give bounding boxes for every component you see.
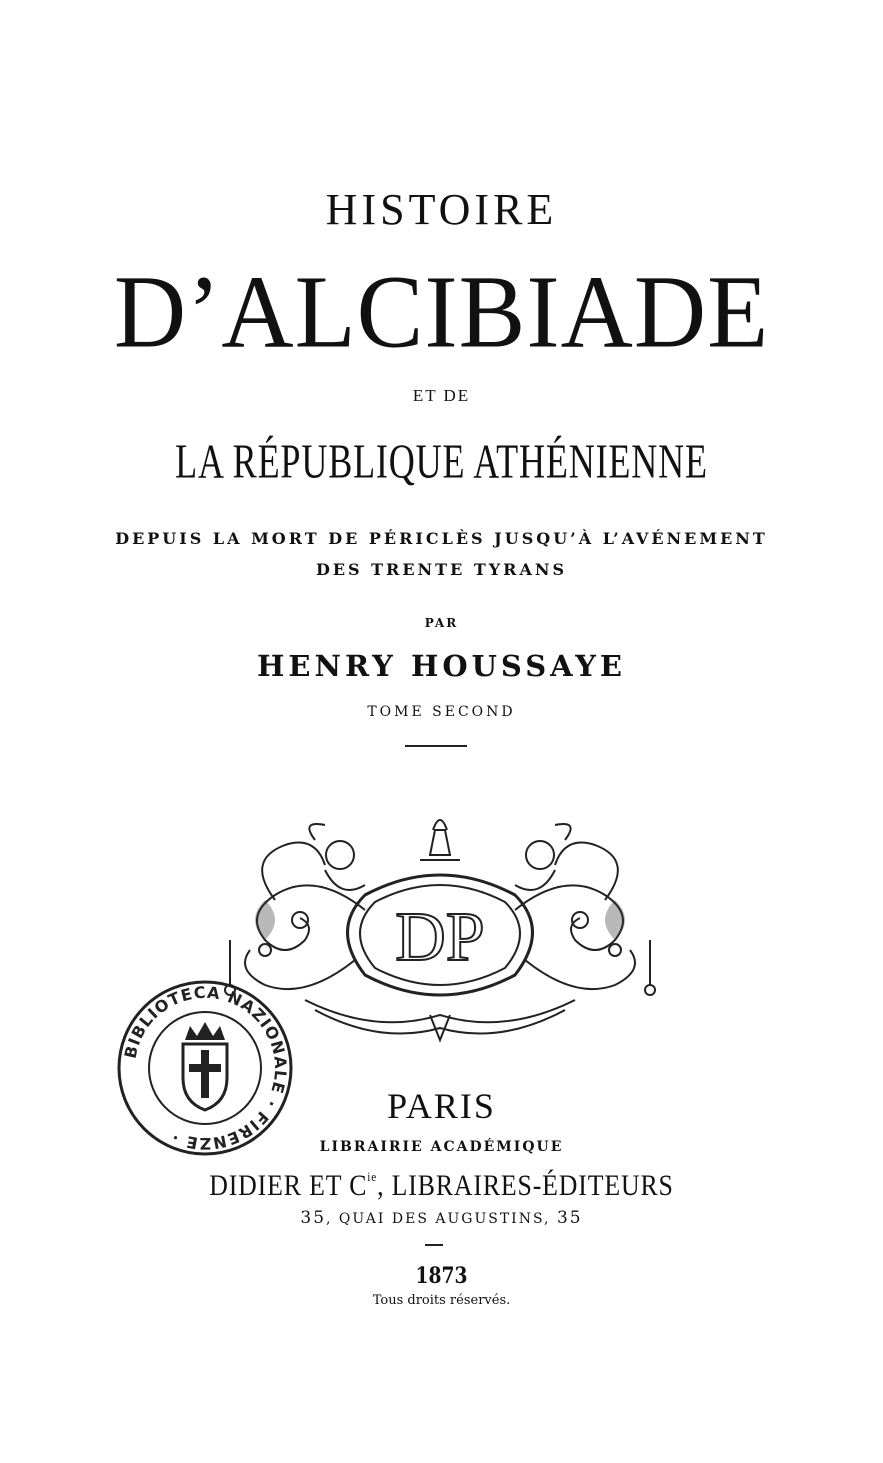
subtitle-line-1: DEPUIS LA MORT DE PÉRICLÈS JUSQU’À L’AVÉNEMENT bbox=[115, 529, 768, 548]
title-divider bbox=[405, 745, 467, 747]
library-stamp-icon bbox=[115, 978, 295, 1158]
address-street: , QUAI DES AUGUSTINS, bbox=[326, 1211, 557, 1227]
title-line-alcibiade: D’ALCIBIADE bbox=[113, 253, 770, 370]
address-number-2: 35 bbox=[556, 1208, 583, 1228]
volume-label: TOME SECOND bbox=[367, 704, 516, 720]
stamp-text: BIBLIOTECA NAZIONALE · FIRENZE · bbox=[120, 982, 291, 1154]
address-number-1: 35 bbox=[300, 1208, 327, 1228]
rights-notice: Tous droits réservés. bbox=[372, 1293, 511, 1308]
byline-par: PAR bbox=[424, 616, 459, 630]
publisher-house: LIBRAIRIE ACADÉMIQUE bbox=[319, 1139, 564, 1155]
publisher-firm bbox=[62, 1170, 821, 1201]
publisher-firm-suffix: , LIBRAIRES-ÉDITEURS bbox=[377, 1169, 674, 1202]
author-name: HENRY HOUSSAYE bbox=[256, 649, 627, 683]
publication-year: 1873 bbox=[415, 1263, 468, 1289]
publisher-address bbox=[0, 1210, 883, 1227]
publisher-city: PARIS bbox=[387, 1086, 496, 1126]
title-line-histoire: HISTOIRE bbox=[325, 185, 558, 234]
title-connector: ET DE bbox=[412, 386, 471, 405]
monogram: DP bbox=[395, 899, 485, 976]
title-line-republique: LA RÉPUBLIQUE ATHÉNIENNE bbox=[175, 434, 708, 489]
subtitle-line-2: DES TRENTE TYRANS bbox=[315, 560, 568, 579]
imprint-divider bbox=[425, 1244, 443, 1246]
publisher-firm-sup: ie bbox=[367, 1169, 378, 1184]
publisher-firm-prefix: DIDIER ET C bbox=[209, 1169, 368, 1202]
